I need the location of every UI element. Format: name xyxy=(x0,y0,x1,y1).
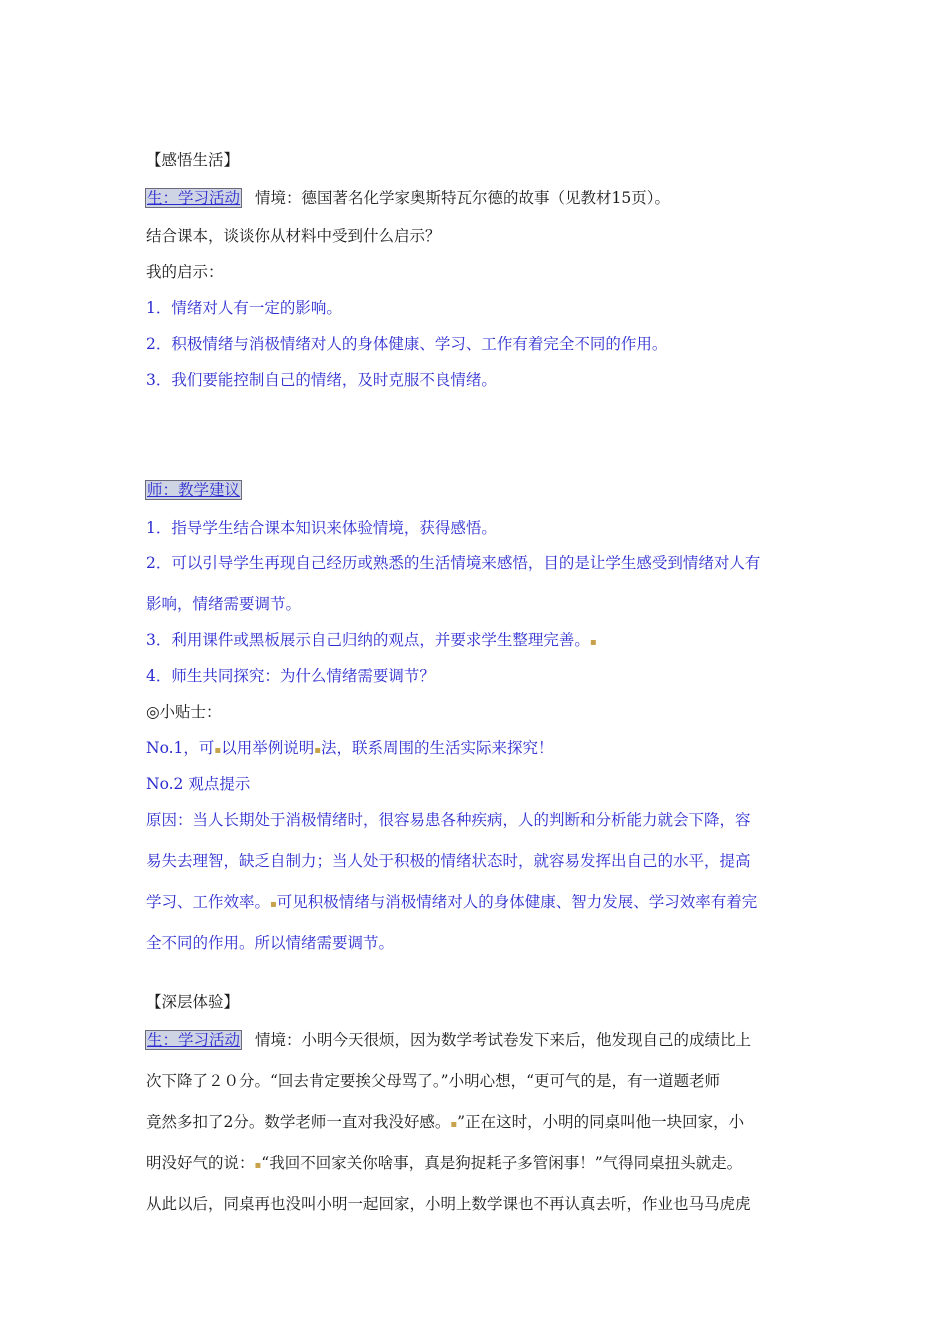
highlight-dot: ▪ xyxy=(314,745,321,756)
story-line: 从此以后，同桌再也没叫小明一起回家，小明上数学课也不再认真去听，作业也马马虎虎 xyxy=(146,1195,751,1213)
reason-line: 原因：当人长期处于消极情绪时，很容易患各种疾病，人的判断和分析能力就会下降，容 xyxy=(146,811,751,829)
reason-line-part: 学习、工作效率。 xyxy=(146,893,271,911)
student-activity-tag: 生：学习活动 xyxy=(147,189,241,207)
highlight-dot: ▪ xyxy=(589,637,597,648)
advice-item: 2．可以引导学生再现自己经历或熟悉的生活情境来感悟，目的是让学生感受到情绪对人有 xyxy=(146,554,761,572)
reason-line xyxy=(146,892,757,915)
student-activity-row xyxy=(146,188,670,208)
tip-no1 xyxy=(146,738,554,761)
answer-item: 3．我们要能控制自己的情绪，及时克服不良情绪。 xyxy=(146,371,497,389)
advice-item-text: 3．利用课件或黑板展示自己归纳的观点，并要求学生整理完善。 xyxy=(146,631,590,649)
tip-no2: No.2 观点提示 xyxy=(146,775,251,793)
advice-item: 1．指导学生结合课本知识来体验情境，获得感悟。 xyxy=(146,519,497,537)
tips-label: ◎小贴士： xyxy=(146,703,222,721)
prompt-text: 结合课本，谈谈你从材料中受到什么启示？ xyxy=(146,227,441,245)
highlight-dot: ▪ xyxy=(270,899,277,910)
story-line: 次下降了２０分。“回去肯定要挨父母骂了。”小明心想，“更可气的是，有一道题老师 xyxy=(146,1072,721,1090)
tip-no1-part: 法，联系周围的生活实际来探究！ xyxy=(321,739,554,757)
story-text: 情境：小明今天很烦，因为数学考试卷发下来后，他发现自己的成绩比上 xyxy=(255,1031,752,1049)
highlight-dot: ▪ xyxy=(450,1119,458,1130)
story-line-part: 竟然多扣了2分。数学老师一直对我没好感。 xyxy=(146,1113,451,1131)
story-line xyxy=(146,1112,744,1135)
section-heading-perceive-life: 【感悟生活】 xyxy=(146,151,240,169)
story-line-part: ”正在这时，小明的同桌叫他一块回家，小 xyxy=(457,1113,745,1131)
section-heading-deep-experience: 【深层体验】 xyxy=(146,993,240,1011)
teacher-advice-tag: 师：教学建议 xyxy=(147,481,241,499)
student-activity-row xyxy=(146,1030,751,1050)
advice-item-continued: 影响，情绪需要调节。 xyxy=(146,595,302,613)
story-line-part: “我回不回家关你啥事，真是狗捉耗子多管闲事！”气得同桌扭头就走。 xyxy=(261,1154,743,1172)
tip-no1-part: 以用举例说明 xyxy=(221,739,315,757)
advice-item: 4．师生共同探究：为什么情绪需要调节？ xyxy=(146,667,435,685)
student-activity-tag: 生：学习活动 xyxy=(147,1031,241,1049)
answer-item: 2．积极情绪与消极情绪对人的身体健康、学习、工作有着完全不同的作用。 xyxy=(146,335,668,353)
reason-line: 易失去理智，缺乏自制力；当人处于积极的情绪状态时，就容易发挥出自己的水平，提高 xyxy=(146,852,751,870)
teacher-advice-row xyxy=(146,480,241,500)
story-line xyxy=(146,1153,742,1176)
answer-item: 1．情绪对人有一定的影响。 xyxy=(146,299,342,317)
tip-no1-part: No.1，可 xyxy=(146,739,215,757)
story-line-part: 明没好气的说： xyxy=(146,1154,255,1172)
reason-line-part: 可见积极情绪与消极情绪对人的身体健康、智力发展、学习效率有着完 xyxy=(276,893,758,911)
reason-line: 全不同的作用。所以情绪需要调节。 xyxy=(146,934,395,952)
highlight-dot: ▪ xyxy=(254,1160,262,1171)
highlight-dot: ▪ xyxy=(214,745,222,756)
answer-label: 我的启示： xyxy=(146,263,224,281)
advice-item xyxy=(146,630,597,653)
situation-text: 情境：德国著名化学家奥斯特瓦尔德的故事（见教材15页）。 xyxy=(255,189,670,207)
